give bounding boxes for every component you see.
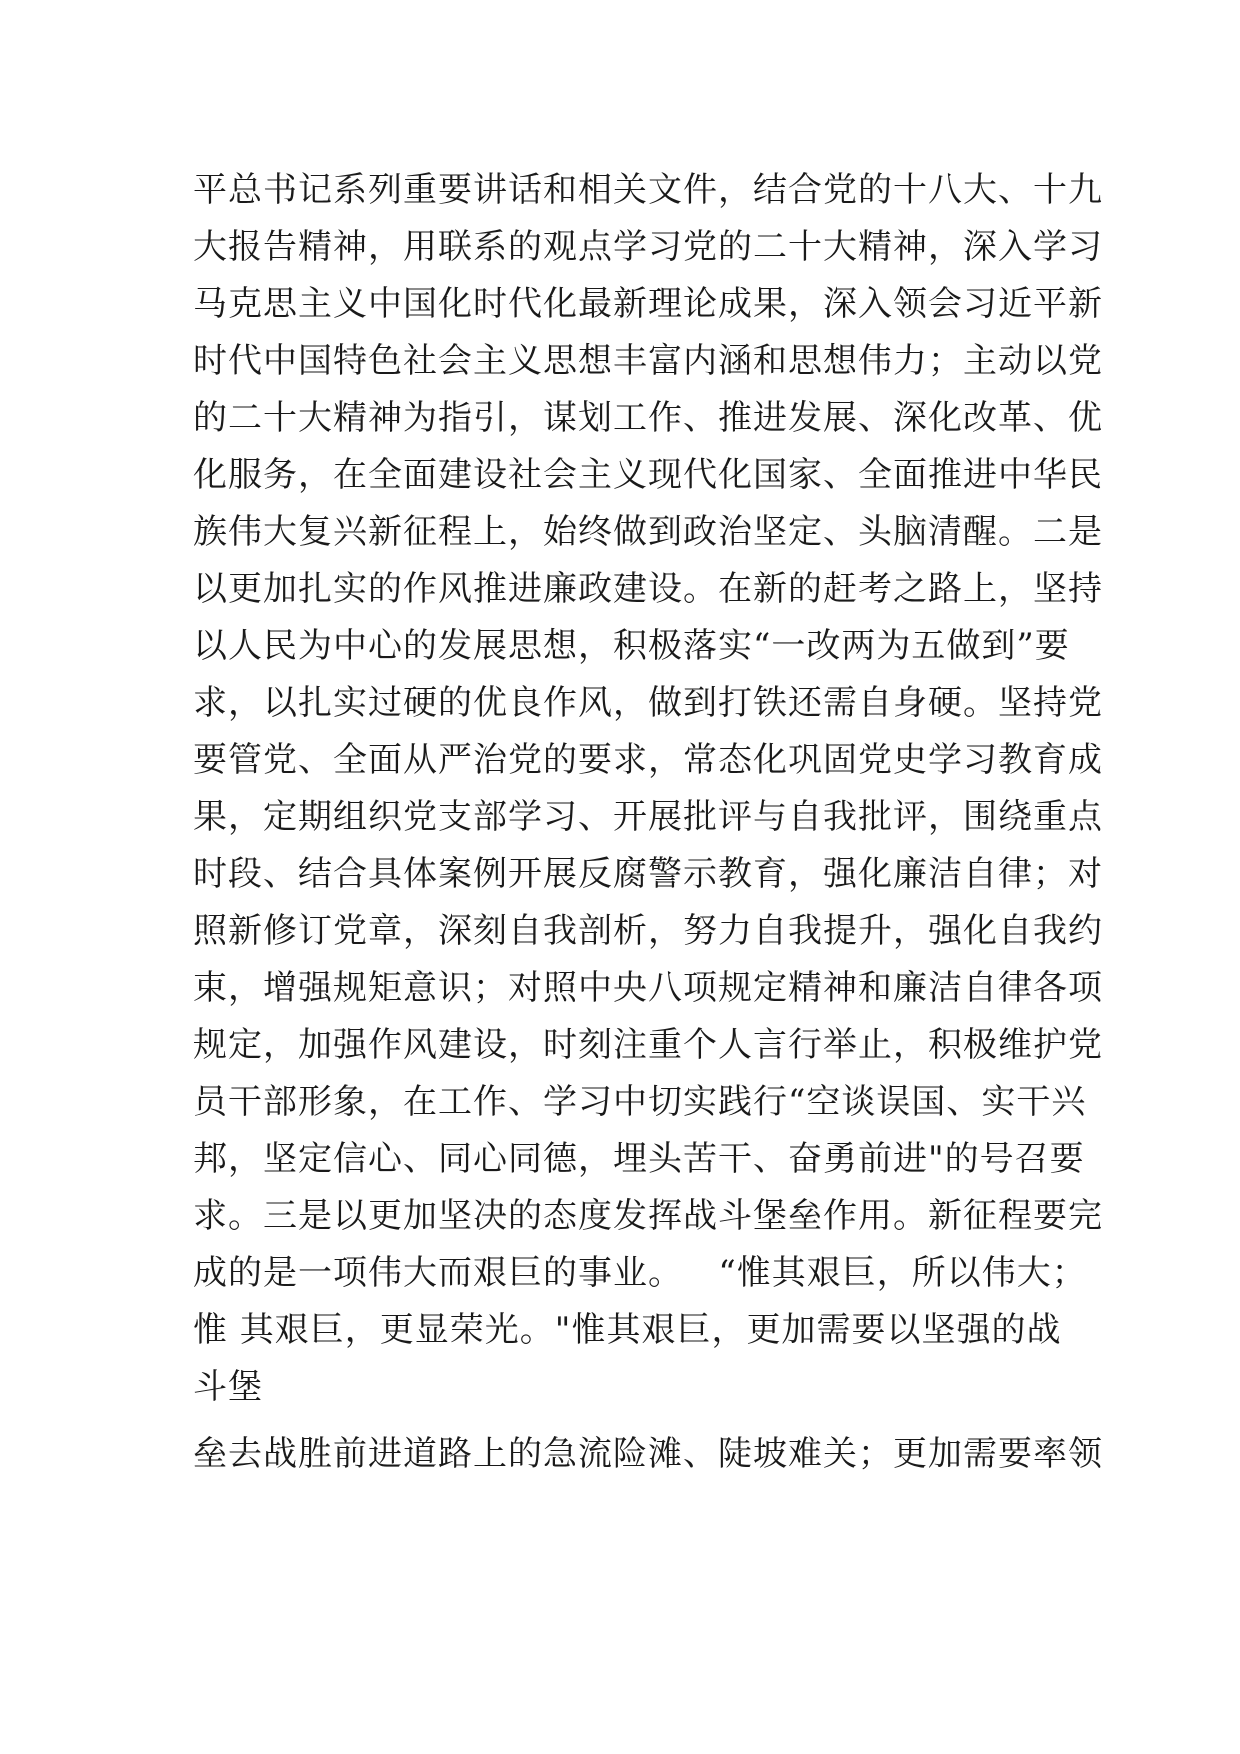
text-line: 的二十大精神为指引，谋划工作、推进发展、深化改革、优 <box>193 398 1103 438</box>
text-line: 成的是一项伟大而艰巨的事业。 “惟其艰巨，所以伟大； <box>193 1253 1087 1293</box>
text-line: 时段、结合具体案例开展反腐警示教育，强化廉洁自律；对 <box>193 854 1103 894</box>
text-line: 马克思主义中国化时代化最新理论成果，深入领会习近平新 <box>193 284 1103 324</box>
text-line: 求，以扎实过硬的优良作风，做到打铁还需自身硬。坚持党 <box>193 683 1103 723</box>
text-line: 大报告精神，用联系的观点学习党的二十大精神，深入学习 <box>193 227 1103 267</box>
body-paragraph <box>193 162 1103 1416</box>
text-line: 族伟大复兴新征程上，始终做到政治坚定、头脑清醒。二是 <box>193 512 1103 552</box>
text-line: 平总书记系列重要讲话和相关文件，结合党的十八大、十九 <box>193 170 1103 210</box>
text-line: 求。三是以更加坚决的态度发挥战斗堡垒作用。新征程要完 <box>193 1196 1103 1236</box>
text-line: 垒去战胜前进道路上的急流险滩、陡坡难关；更加需要率领 <box>193 1434 1103 1474</box>
text-line: 时代中国特色社会主义思想丰富内涵和思想伟力；主动以党 <box>193 341 1103 381</box>
text-line: 以更加扎实的作风推进廉政建设。在新的赶考之路上，坚持 <box>193 569 1103 609</box>
text-line: 果，定期组织党支部学习、开展批评与自我批评，围绕重点 <box>193 797 1103 837</box>
text-line: 以人民为中心的发展思想，积极落实“一改两为五做到”要 <box>193 626 1070 666</box>
text-line: 要管党、全面从严治党的要求，常态化巩固党史学习教育成 <box>193 740 1103 780</box>
text-line: 邦，坚定信心、同心同德，埋头苦干、奋勇前进"的号召要 <box>193 1139 1085 1179</box>
text-line: 惟 其艰巨，更显荣光。"惟其艰巨，更加需要以坚强的战 <box>193 1310 1062 1350</box>
text-line: 束，增强规矩意识；对照中央八项规定精神和廉洁自律各项 <box>193 968 1103 1008</box>
text-line: 斗堡 <box>193 1367 263 1407</box>
text-line: 员干部形象，在工作、学习中切实践行“空谈误国、实干兴 <box>193 1082 1087 1122</box>
text-line: 照新修订党章，深刻自我剖析，努力自我提升，强化自我约 <box>193 911 1103 951</box>
text-line: 化服务，在全面建设社会主义现代化国家、全面推进中华民 <box>193 455 1103 495</box>
body-paragraph <box>193 1426 1103 1483</box>
text-line: 规定，加强作风建设，时刻注重个人言行举止，积极维护党 <box>193 1025 1103 1065</box>
